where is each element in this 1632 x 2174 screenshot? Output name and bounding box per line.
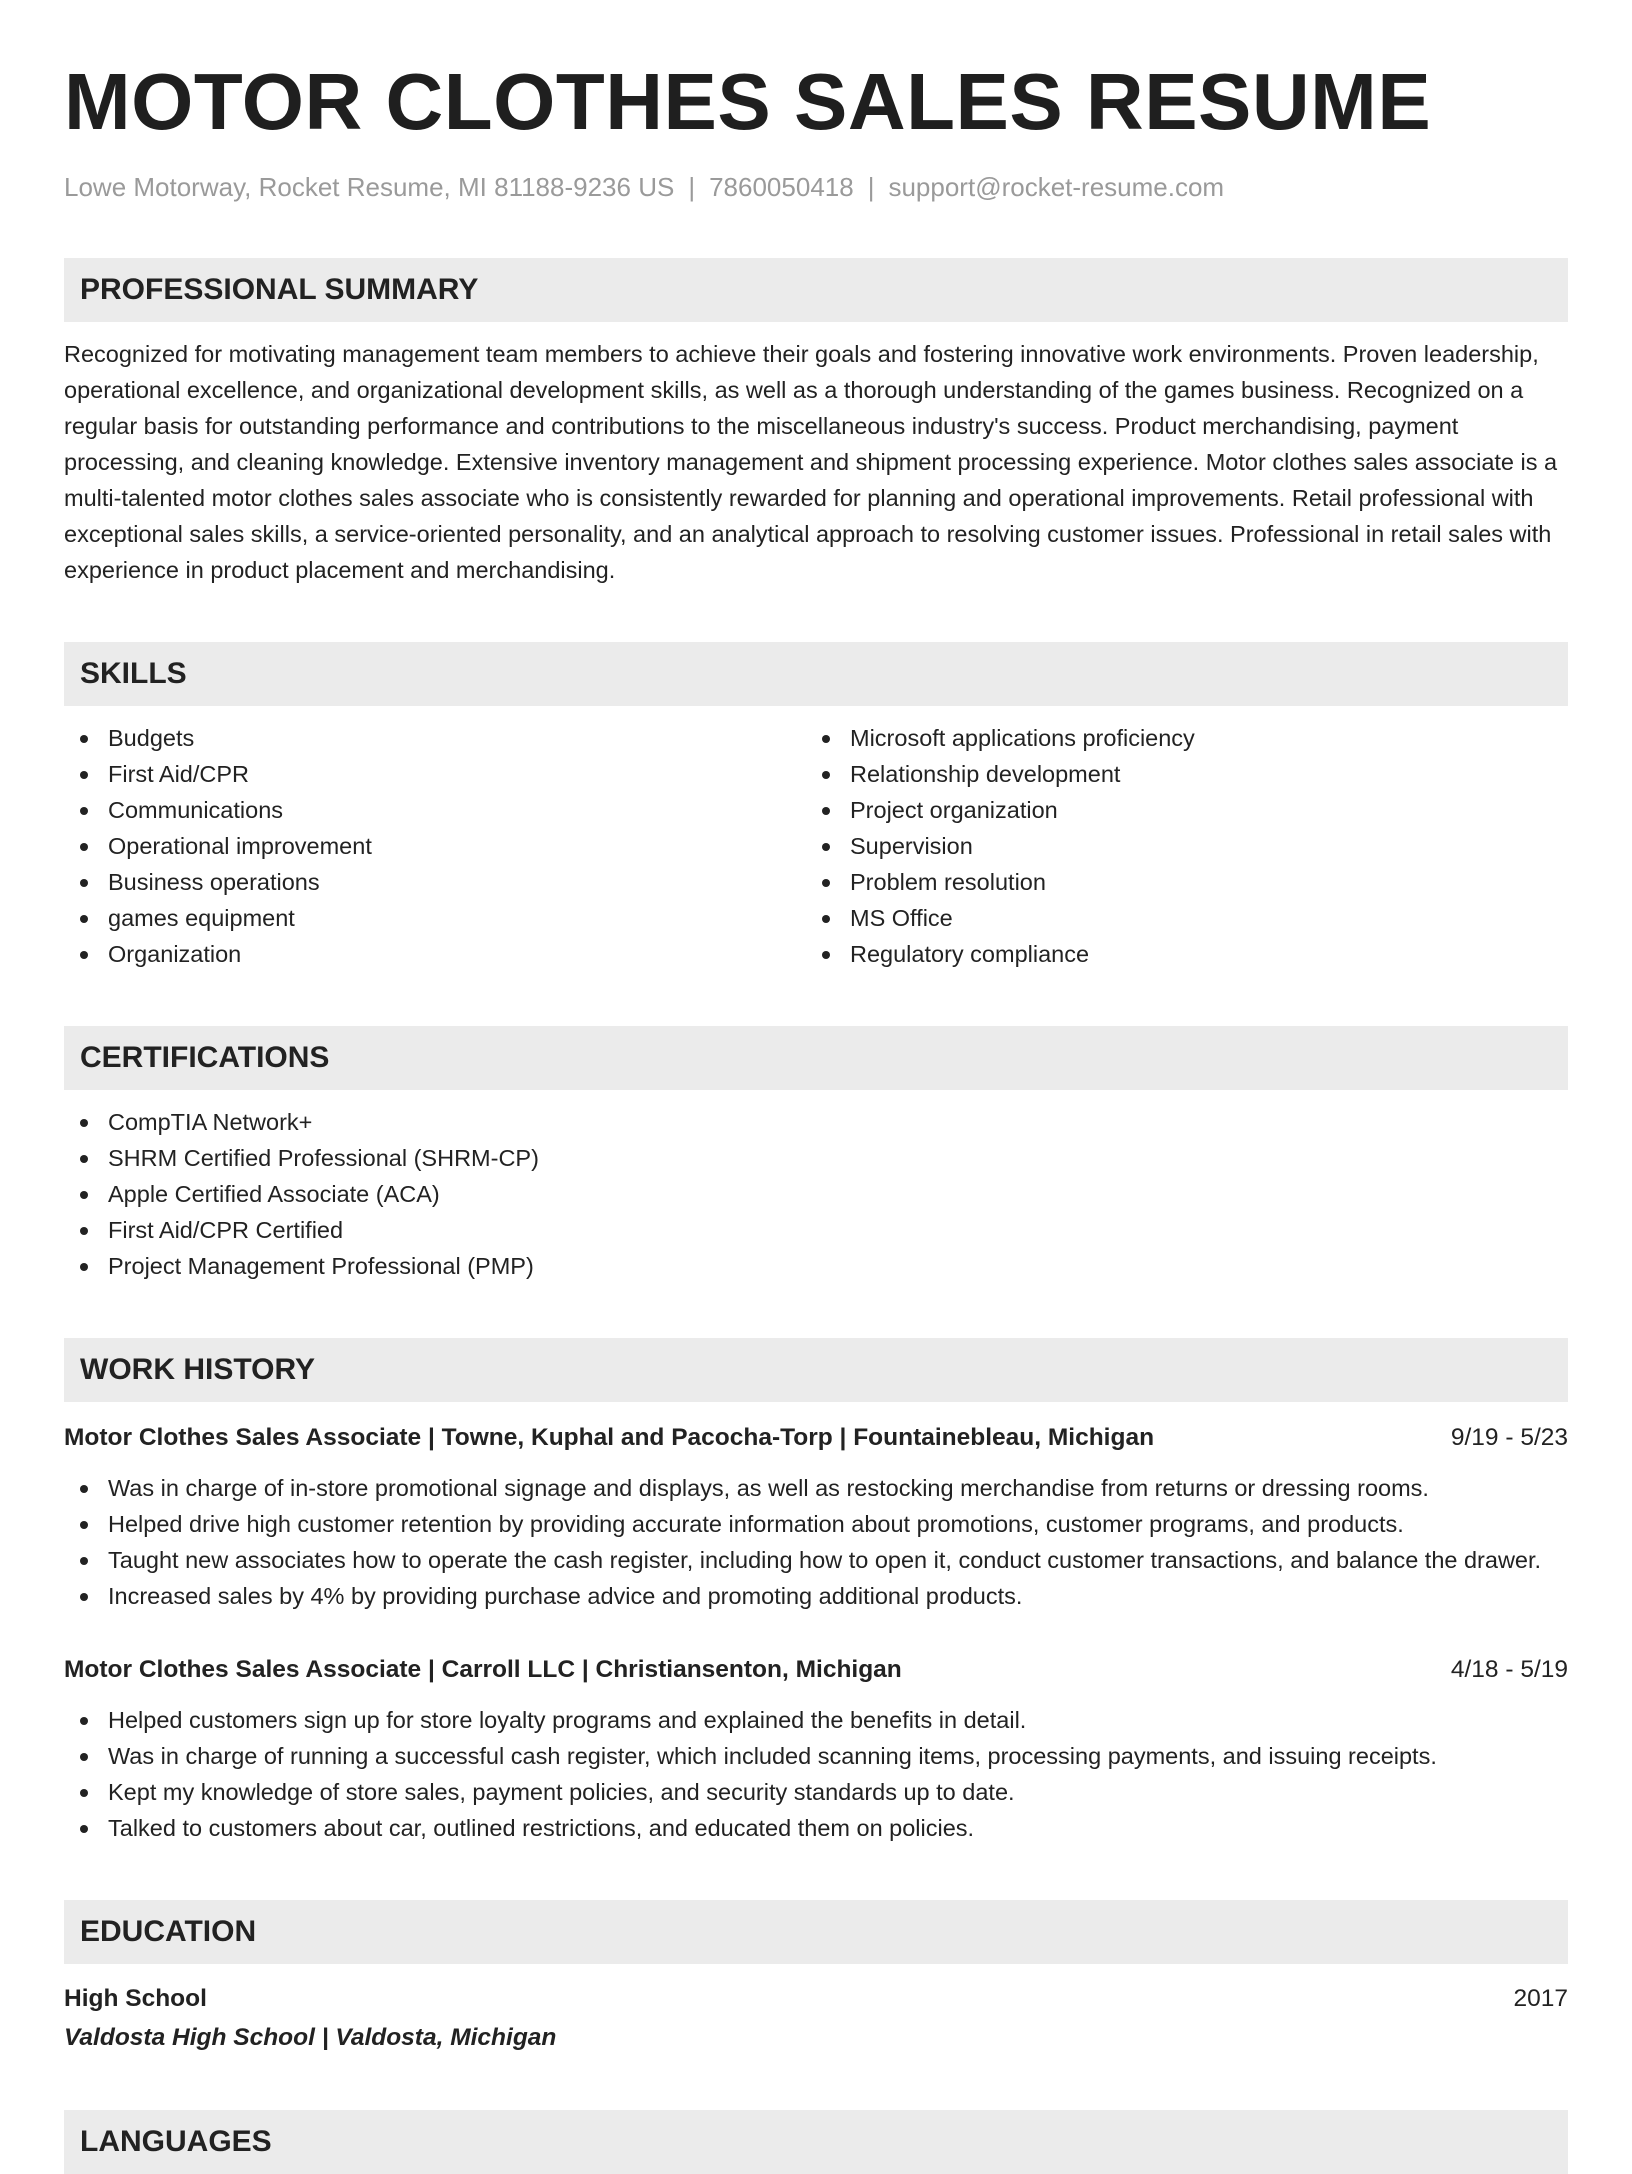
education-degree: High School <box>64 1985 207 2012</box>
skill-item: Project organization <box>806 792 1548 828</box>
job-dates: 4/18 - 5/19 <box>1450 1656 1568 1683</box>
job-title: Motor Clothes Sales Associate | Towne, Kuphal and Pacocha-Torp | Fountainebleau, Michigan <box>64 1424 1155 1451</box>
skill-item: Microsoft applications proficiency <box>806 720 1548 756</box>
job-spacer <box>64 1614 1568 1634</box>
certification-item: Project Management Professional (PMP) <box>64 1248 1568 1284</box>
job-dates: 9/19 - 5/23 <box>1450 1424 1568 1451</box>
skill-item: MS Office <box>806 900 1548 936</box>
job-bullet-list <box>64 1702 1568 1846</box>
job-bullet: Kept my knowledge of store sales, payment policies, and security standards up to date. <box>64 1774 1568 1810</box>
job-bullet: Helped customers sign up for store loyalty programs and explained the benefits in detail. <box>64 1702 1568 1738</box>
section-heading-languages: LANGUAGES <box>64 2110 1568 2174</box>
section-heading-work-history: WORK HISTORY <box>64 1338 1568 1402</box>
skill-item: Budgets <box>64 720 806 756</box>
job-bullet: Was in charge of in-store promotional signage and displays, as well as restocking merchandise from returns or dressing rooms. <box>64 1470 1568 1506</box>
certification-item: Apple Certified Associate (ACA) <box>64 1176 1568 1212</box>
summary-text: Recognized for motivating management team members to achieve their goals and fostering innovative work environments. Proven leadership, operational excellence, and organizational development skills, as well as a thorough understanding of the games business. Recognized on a regular basis for outstanding performance and contributions to the miscellaneous industry's success. Product merchandising, payment processing, and cleaning knowledge. Extensive inventory management and shipment processing experience. Motor clothes sales associate is a multi-talented motor clothes sales associate who is consistently rewarded for planning and operational improvements. Retail professional with exceptional sales skills, a service-oriented personality, and an analytical approach to resolving customer issues. Professional in retail sales with experience in product placement and merchandising. <box>64 341 1558 583</box>
skill-item: Problem resolution <box>806 864 1548 900</box>
skills-columns <box>64 720 1568 972</box>
job-bullet-list <box>64 1470 1568 1614</box>
contact-separator: | <box>867 172 875 202</box>
job-bullet: Helped drive high customer retention by providing accurate information about promotions, customer programs, and products. <box>64 1506 1568 1542</box>
contact-email: support@rocket-resume.com <box>888 172 1225 202</box>
skill-item: games equipment <box>64 900 806 936</box>
job-bullet: Taught new associates how to operate the cash register, including how to open it, conduct customer transactions, and balance the drawer. <box>64 1542 1568 1578</box>
education-year: 2017 <box>1513 1985 1568 2012</box>
education-school: Valdosta High School | Valdosta, Michigan <box>64 2024 557 2051</box>
section-heading-certifications: CERTIFICATIONS <box>64 1026 1568 1090</box>
education-header <box>64 1982 1568 2016</box>
certifications-list <box>64 1104 1568 1284</box>
skills-left-list <box>64 720 806 972</box>
skill-item: Supervision <box>806 828 1548 864</box>
contact-separator: | <box>688 172 696 202</box>
resume-title: MOTOR CLOTHES SALES RESUME <box>64 57 1432 146</box>
job-bullet: Increased sales by 4% by providing purchase advice and promoting additional products. <box>64 1578 1568 1614</box>
skills-right-list <box>806 720 1548 972</box>
section-heading-summary: PROFESSIONAL SUMMARY <box>64 258 1568 322</box>
skill-item: First Aid/CPR <box>64 756 806 792</box>
section-heading-skills: SKILLS <box>64 642 1568 706</box>
certification-item: SHRM Certified Professional (SHRM-CP) <box>64 1140 1568 1176</box>
certification-item: First Aid/CPR Certified <box>64 1212 1568 1248</box>
job-header <box>64 1422 1568 1454</box>
contact-address: Lowe Motorway, Rocket Resume, MI 81188-9236 US <box>64 172 675 202</box>
contact-phone: 7860050418 <box>709 172 854 202</box>
skill-item: Relationship development <box>806 756 1548 792</box>
skill-item: Operational improvement <box>64 828 806 864</box>
job-bullet: Was in charge of running a successful cash register, which included scanning items, processing payments, and issuing receipts. <box>64 1738 1568 1774</box>
skill-item: Regulatory compliance <box>806 936 1548 972</box>
certification-item: CompTIA Network+ <box>64 1104 1568 1140</box>
skill-item: Business operations <box>64 864 806 900</box>
section-heading-education: EDUCATION <box>64 1900 1568 1964</box>
contact-line <box>64 170 1568 204</box>
job-bullet: Talked to customers about car, outlined restrictions, and educated them on policies. <box>64 1810 1568 1846</box>
job-title: Motor Clothes Sales Associate | Carroll LLC | Christiansenton, Michigan <box>64 1656 902 1683</box>
skill-item: Organization <box>64 936 806 972</box>
job-header <box>64 1654 1568 1686</box>
skill-item: Communications <box>64 792 806 828</box>
